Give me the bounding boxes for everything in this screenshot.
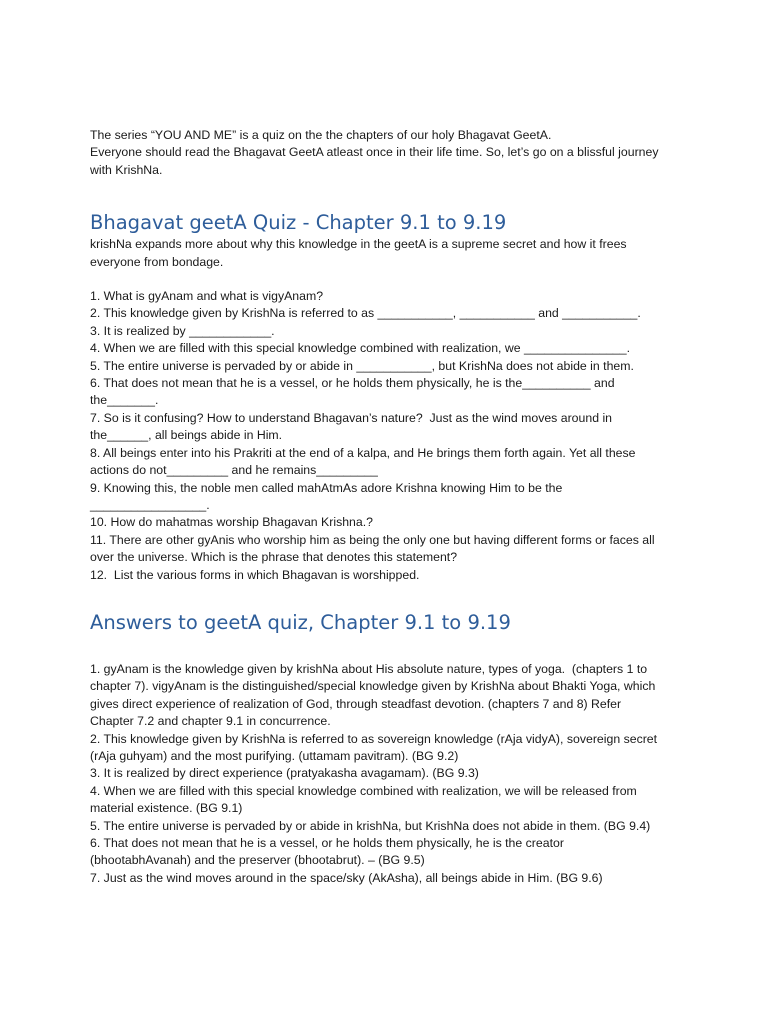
subtitle-line: everyone from bondage. [90, 254, 224, 269]
question-line: _________________. [90, 497, 210, 512]
question-line: 5. The entire universe is pervaded by or abide in ___________, but KrishNa does not abide in them. [90, 358, 634, 373]
intro-line: The series “YOU AND ME” is a quiz on the the chapters of our holy Bhagavat GeetA. [90, 128, 552, 142]
question-line: 3. It is realized by ____________. [90, 323, 275, 338]
answers-list [90, 661, 690, 887]
question-line: 12. List the various forms in which Bhagavan is worshipped. [90, 567, 420, 582]
question-line: 8. All beings enter into his Prakriti at the end of a kalpa, and He brings them forth again. Yet all these [90, 445, 636, 460]
answer-line: 5. The entire universe is pervaded by or abide in krishNa, but KrishNa does not abide in them. (BG 9.4) [90, 818, 651, 833]
question-line: the_______. [90, 393, 159, 408]
question-line: 1. What is gyAnam and what is vigyAnam? [90, 289, 324, 304]
quiz-heading: Bhagavat geetA Quiz - Chapter 9.1 to 9.19 [90, 211, 507, 235]
answer-line: 7. Just as the wind moves around in the space/sky (AkAsha), all beings abide in Him. (BG 9.6) [90, 870, 603, 885]
answers-heading: Answers to geetA quiz, Chapter 9.1 to 9.19 [90, 610, 511, 634]
intro-paragraph [90, 127, 690, 179]
question-line: actions do not_________ and he remains_________ [90, 463, 378, 478]
answer-line: chapter 7). vigyAnam is the distinguished/special knowledge given by KrishNa about Bhakti Yoga, which [90, 679, 656, 694]
answer-line: 3. It is realized by direct experience (pratyakasha avagamam). (BG 9.3) [90, 766, 479, 781]
intro-line: Everyone should read the Bhagavat GeetA atleast once in their life time. So, let’s go on a blissful journey [90, 145, 659, 160]
answer-line: 4. When we are filled with this special knowledge combined with realization, we will be released from [90, 783, 637, 798]
answer-line: 1. gyAnam is the knowledge given by krishNa about His absolute nature, types of yoga. (chapters 1 to [90, 661, 648, 676]
question-line: 4. When we are filled with this special knowledge combined with realization, we _______________. [90, 341, 631, 356]
question-line: over the universe. Which is the phrase that denotes this statement? [90, 550, 458, 565]
question-line: the______, all beings abide in Him. [90, 428, 283, 443]
quiz-questions [90, 288, 690, 584]
question-line: 7. So is it confusing? How to understand Bhagavan’s nature? Just as the wind moves around in [90, 410, 613, 425]
intro-line: with KrishNa. [90, 162, 163, 177]
question-line: 10. How do mahatmas worship Bhagavan Krishna.? [90, 515, 373, 530]
subtitle-line: krishNa expands more about why this knowledge in the geetA is a supreme secret and how it frees [90, 237, 627, 252]
answer-line: 2. This knowledge given by KrishNa is referred to as sovereign knowledge (rAja vidyA), sovereign secret [90, 731, 658, 746]
answer-line: (bhootabhAvanah) and the preserver (bhootabrut). – (BG 9.5) [90, 853, 425, 868]
question-line: 9. Knowing this, the noble men called mahAtmAs adore Krishna knowing Him to be the [90, 480, 563, 495]
document-page [90, 127, 690, 887]
question-line: 2. This knowledge given by KrishNa is referred to as ___________, ___________ and ___________. [90, 306, 641, 321]
question-line: 6. That does not mean that he is a vessel, or he holds them physically, he is the__________ and [90, 376, 615, 391]
answer-line: gives direct experience of realization of God, through steadfast devotion. (chapters 7 and 8) Refer [90, 696, 622, 711]
answer-line: 6. That does not mean that he is a vessel, or he holds them physically, he is the creator [90, 836, 564, 850]
answer-line: Chapter 7.2 and chapter 9.1 in concurrence. [90, 714, 331, 729]
answer-line: material existence. (BG 9.1) [90, 801, 243, 816]
quiz-subtitle [90, 236, 690, 271]
answer-line: (rAja guhyam) and the most purifying. (uttamam pavitram). (BG 9.2) [90, 748, 459, 763]
question-line: 11. There are other gyAnis who worship him as being the only one but having different forms or faces all [90, 532, 655, 547]
